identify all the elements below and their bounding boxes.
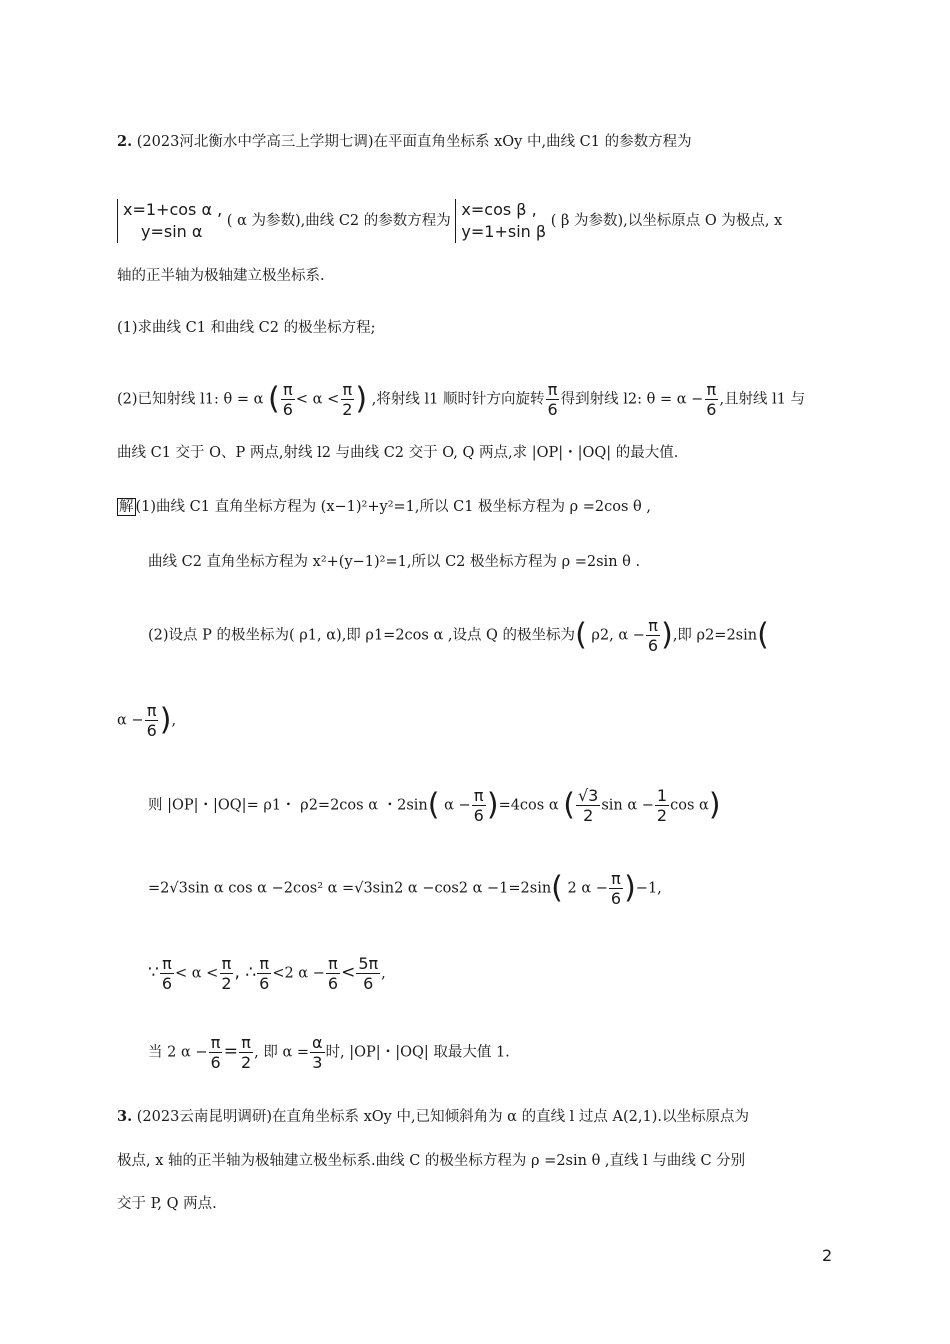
fraction: $\frac{\pi}{6}$	[610, 869, 622, 908]
fraction: $\frac{\pi}{2}$	[221, 954, 232, 993]
q2-line-2	[117, 199, 782, 243]
fraction: $\frac{\pi}{6}$	[282, 380, 293, 419]
q2-number: 2	[117, 133, 128, 150]
sol-line-1	[117, 497, 651, 517]
sol-line-4	[117, 701, 176, 740]
fraction: $\frac{√3}{2}$	[577, 786, 599, 825]
q2-intro: 在平面直角坐标系 xOy 中,曲线 C1 的参数方程为	[373, 134, 692, 150]
sol-line-3	[148, 616, 769, 655]
fraction: $\frac{1}{2}$	[656, 786, 668, 825]
part2-end: ,且射线 l1 与	[719, 391, 806, 408]
c2-y-eq: y=1+sin β	[461, 222, 547, 241]
sol-s5-c: =4cos α	[498, 797, 559, 814]
inequality: < α <	[295, 391, 340, 408]
sol-line-8	[148, 1033, 510, 1072]
sol-s1: (1)曲线 C1 直角坐标方程为 (x−1)²+y²=1,所以 C1 极坐标方程为 ρ =2cos θ ,	[135, 499, 652, 515]
right-paren: )	[486, 787, 499, 823]
q3-l1: (2023云南昆明调研)在直角坐标系 xOy 中,已知倾斜角为 α 的直线 l 过点 A(2,1).以坐标原点为	[136, 1109, 749, 1125]
part2-ray-l1: (2)已知射线 l1: θ = α	[117, 391, 264, 408]
fraction: $\frac{\pi}{6}$	[210, 1033, 221, 1072]
right-paren: )	[355, 381, 368, 417]
sol-s7-d: <2 α −	[272, 965, 325, 982]
fraction: $\frac{\pi}{6}$	[706, 380, 717, 419]
sol-s5-d: sin α −	[601, 797, 654, 814]
q2-line-6: 曲线 C1 交于 O、P 两点,射线 l2 与曲线 C2 交于 O, Q 两点,求 |OP|・|OQ| 的最大值.	[117, 445, 679, 461]
sol-line-7	[148, 954, 386, 993]
fraction: $\frac{\pi}{6}$	[473, 786, 484, 825]
fraction: $\frac{\alpha}{3}$	[312, 1033, 323, 1072]
c1-x-eq: x=1+cos α ,	[123, 200, 223, 219]
equals: =	[223, 1041, 238, 1062]
sol-line-2: 曲线 C2 直角坐标方程为 x²+(y−1)²=1,所以 C2 极坐标方程为 ρ =2sin θ .	[148, 554, 641, 570]
right-paren: )	[661, 617, 673, 653]
less-than: <	[341, 962, 356, 983]
q3-line-1	[117, 1107, 749, 1127]
left-paren: (	[575, 617, 587, 653]
sol-s3-b: ρ2, α −	[591, 627, 645, 644]
left-paren: (	[551, 870, 563, 906]
c2-param-system	[455, 199, 546, 243]
q2-dot: .	[127, 133, 133, 150]
c2-param-note: ( β 为参数),以坐标原点 O 为极点, x	[550, 213, 783, 229]
sol-s8-c: , 即 α =	[254, 1044, 310, 1061]
left-paren: (	[268, 381, 280, 417]
q2-part1: (1)求曲线 C1 和曲线 C2 的极坐标方程;	[117, 320, 376, 336]
c1-y-eq: y=sin α	[141, 222, 203, 241]
fraction: $\frac{\pi}{6}$	[259, 954, 270, 993]
q3-line-3: 交于 P, Q 两点.	[117, 1196, 217, 1212]
sol-s8-a: 当 2 α −	[148, 1044, 208, 1061]
sol-line-6	[148, 869, 662, 908]
sol-s7-b: < α <	[175, 965, 219, 982]
solution-label: 解	[119, 499, 134, 515]
left-paren: (	[757, 617, 769, 653]
sol-line-5	[148, 786, 721, 825]
fraction: $\frac{\pi}{6}$	[146, 701, 157, 740]
part2-ray-l2: 得到射线 l2: θ = α −	[560, 391, 704, 408]
left-paren: (	[563, 787, 575, 823]
right-paren: )	[624, 870, 636, 906]
part2-rotate: ,将射线 l1 顺时针方向旋转	[371, 391, 545, 408]
sol-s7-f: ,	[381, 965, 386, 982]
q3-dot: .	[127, 1108, 133, 1125]
sol-s3-c: ,即 ρ2=2sin	[672, 627, 758, 644]
c2-x-eq: x=cos β ,	[461, 200, 537, 219]
fraction: $\frac{\pi}{2}$	[342, 380, 353, 419]
sol-s8-d: 时, |OP|・|OQ| 取最大值 1.	[325, 1044, 510, 1061]
sol-s5-b: α −	[444, 797, 471, 814]
q2-source: (2023河北衡水中学高三上学期七调)	[136, 134, 374, 150]
sol-s6-b: 2 α −	[567, 880, 608, 897]
fraction: $\frac{\pi}{6}$	[327, 954, 339, 993]
sol-s3-a: (2)设点 P 的极坐标为( ρ1, α),即 ρ1=2cos α ,设点 Q 的极坐标为	[148, 627, 576, 644]
left-paren: (	[427, 787, 440, 823]
q2-part2	[117, 380, 805, 419]
sol-s5-a: 则 |OP|・|OQ|= ρ1・ ρ2=2cos α ・2sin	[148, 797, 428, 814]
fraction: $\frac{\pi}{6}$	[547, 380, 558, 419]
q2-line-3: 轴的正半轴为极轴建立极坐标系.	[117, 268, 325, 284]
fraction: $\frac{5\pi}{6}$	[358, 954, 379, 993]
comma: ,	[171, 712, 177, 729]
c1-param-system	[117, 199, 222, 243]
sol-s6-c: −1,	[635, 880, 662, 897]
therefore-symbol: , ∴	[234, 962, 257, 983]
c1-param-note: ( α 为参数),曲线 C2 的参数方程为	[226, 213, 451, 229]
right-paren: )	[708, 787, 721, 823]
because-symbol: ∵	[148, 962, 159, 983]
q2-line-1	[117, 132, 692, 152]
fraction: $\frac{\pi}{2}$	[240, 1033, 252, 1072]
page-number: 2	[822, 1246, 833, 1265]
sol-s4-a: α −	[117, 712, 144, 729]
q3-number: 3	[117, 1108, 128, 1125]
q3-line-2: 极点, x 轴的正半轴为极轴建立极坐标系.曲线 C 的极坐标方程为 ρ =2sin θ ,直线 l 与曲线 C 分别	[117, 1153, 746, 1169]
sol-s5-e: cos α	[670, 797, 709, 814]
fraction: $\frac{\pi}{6}$	[647, 616, 659, 655]
fraction: $\frac{\pi}{6}$	[161, 954, 173, 993]
sol-s6-a: =2√3sin α cos α −2cos² α =√3sin2 α −cos2 α −1=2sin	[148, 880, 552, 897]
right-paren: )	[159, 702, 172, 738]
